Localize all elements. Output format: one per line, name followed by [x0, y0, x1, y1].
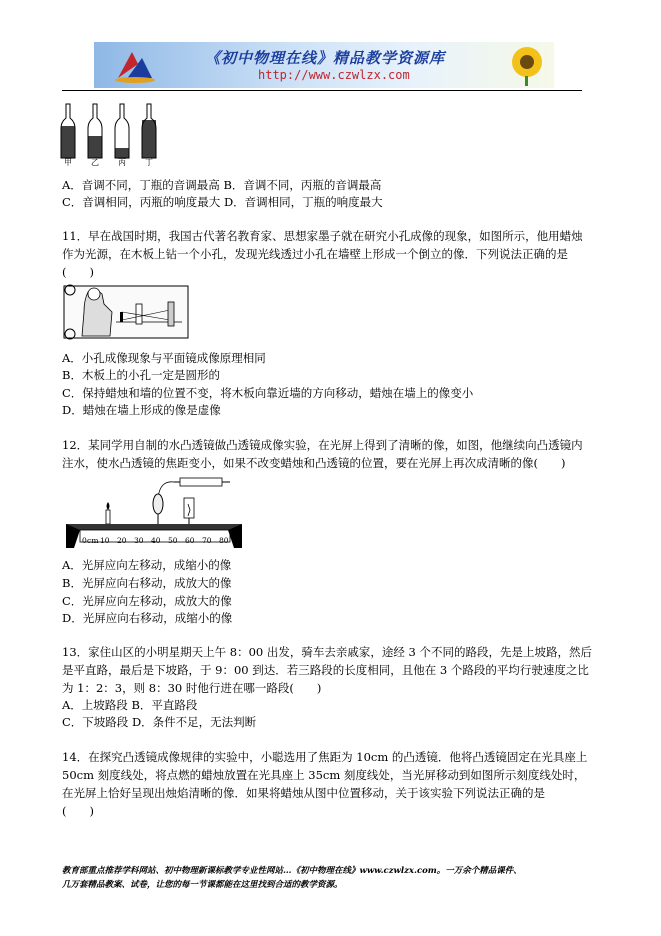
q13-options-ab: A．上坡路段 B．平直路段 [62, 698, 198, 712]
sunflower-icon [502, 44, 552, 86]
q11-option-c: C．保持蜡烛和墙的位置不变，将木板向靠近墙的方向移动，蜡烛在墙上的像变小 [62, 386, 474, 400]
q12-option-a: A．光屏应向左移动，成缩小的像 [62, 558, 232, 572]
ruler-label: 30 [134, 536, 144, 545]
q12-option-d: D．光屏应向右移动，成缩小的像 [62, 611, 233, 625]
logo-icon [112, 48, 158, 84]
bottle-label: 甲 [64, 158, 72, 167]
header-rule [62, 90, 582, 91]
ruler-label: 60 [185, 536, 195, 545]
q14-stem-line3: 在光屏上恰好呈现出烛焰清晰的像．如果将蜡烛从图中位置移动，关于该实验下列说法正确的是 [62, 786, 545, 800]
bottle-label: 丁 [145, 158, 153, 167]
q11-stem-line2: 作为光源，在木板上钻一个小孔，发现光线透过小孔在墙壁上形成一个倒立的像．下列说法正确的是 [62, 247, 568, 261]
q11-stem-line3: ( ) [62, 265, 94, 279]
q11-option-a: A．小孔成像现象与平面镜成像原理相同 [62, 351, 266, 365]
bottle-label: 丙 [118, 158, 126, 167]
ruler-label: 10 [100, 536, 110, 545]
ruler-label-0: 0cm [82, 536, 99, 545]
q12-stem-line2: 注水，使水凸透镜的焦距变小，如果不改变蜡烛和凸透镜的位置，要在光屏上再次成清晰的像( ) [62, 456, 566, 470]
ruler-label: 70 [202, 536, 212, 545]
banner-url[interactable]: http://www.czwlzx.com [258, 68, 410, 82]
q14-stem-line4: ( ) [62, 804, 94, 818]
banner-title: 《初中物理在线》精品教学资源库 [205, 49, 446, 67]
q14-stem-line1: 14．在探究凸透镜成像规律的实验中，小聪选用了焦距为 10cm 的凸透镜．他将凸透镜固定在光具座上 [62, 750, 588, 764]
footer-line1: 教育部重点推荐学科网站、初中物理新课标教学专业性网站…《初中物理在线》www.czwlzx.com。一万余个精品课件、 [62, 866, 522, 876]
q13-stem-line3: 为 1：2：3，则 8：30 时他行进在哪一路段( ) [62, 681, 322, 695]
q13-options-cd: C．下坡路段 D．条件不足，无法判断 [62, 715, 257, 729]
ruler-label: 50 [168, 536, 178, 545]
q13-stem-line2: 是平直路，最后是下坡路，于 9：00 到达．若三路段的长度相同，且他在 3 个路段的平均行驶速度之比 [62, 663, 589, 677]
q10-options-cd: C．音调相同，丙瓶的响度最大 D．音调相同，丁瓶的响度最大 [62, 195, 383, 209]
ruler-label: 20 [117, 536, 127, 545]
q11-option-d: D．蜡烛在墙上形成的像是虚像 [62, 403, 221, 417]
q12-option-b: B．光屏应向右移动，成放大的像 [62, 576, 232, 590]
footer-line2: 几万套精品教案、试卷，让您的每一节课都能在这里找到合适的教学资源。 [62, 880, 343, 890]
q12-stem-line1: 12．某同学用自制的水凸透镜做凸透镜成像实验，在光屏上得到了清晰的像，如图，他继续向凸透镜内 [62, 438, 583, 452]
ruler-label: 40 [151, 536, 161, 545]
ruler-label: 80 [219, 536, 229, 545]
q12-option-c: C．光屏应向左移动，成放大的像 [62, 594, 232, 608]
q11-stem-line1: 11．早在战国时期，我国古代著名教育家、思想家墨子就在研究小孔成像的现象，如图所示，他用蜡烛 [62, 229, 583, 243]
pinhole-illustration [62, 282, 190, 342]
q11-option-b: B．木板上的小孔一定是圆形的 [62, 368, 220, 382]
q14-stem-line2: 50cm 刻度线处，将点燃的蜡烛放置在光具座上 35cm 刻度线处，当光屏移动到如图所示刻度线处时， [62, 768, 586, 782]
bottle-label: 乙 [91, 158, 99, 167]
q13-stem-line1: 13．家住山区的小明星期天上午 8：00 出发，骑车去亲戚家，途经 3 个不同的路段，先是上坡路，然后 [62, 645, 593, 659]
q10-options-ab: A．音调不同，丁瓶的音调最高 B．音调不同，丙瓶的音调最高 [62, 178, 382, 192]
